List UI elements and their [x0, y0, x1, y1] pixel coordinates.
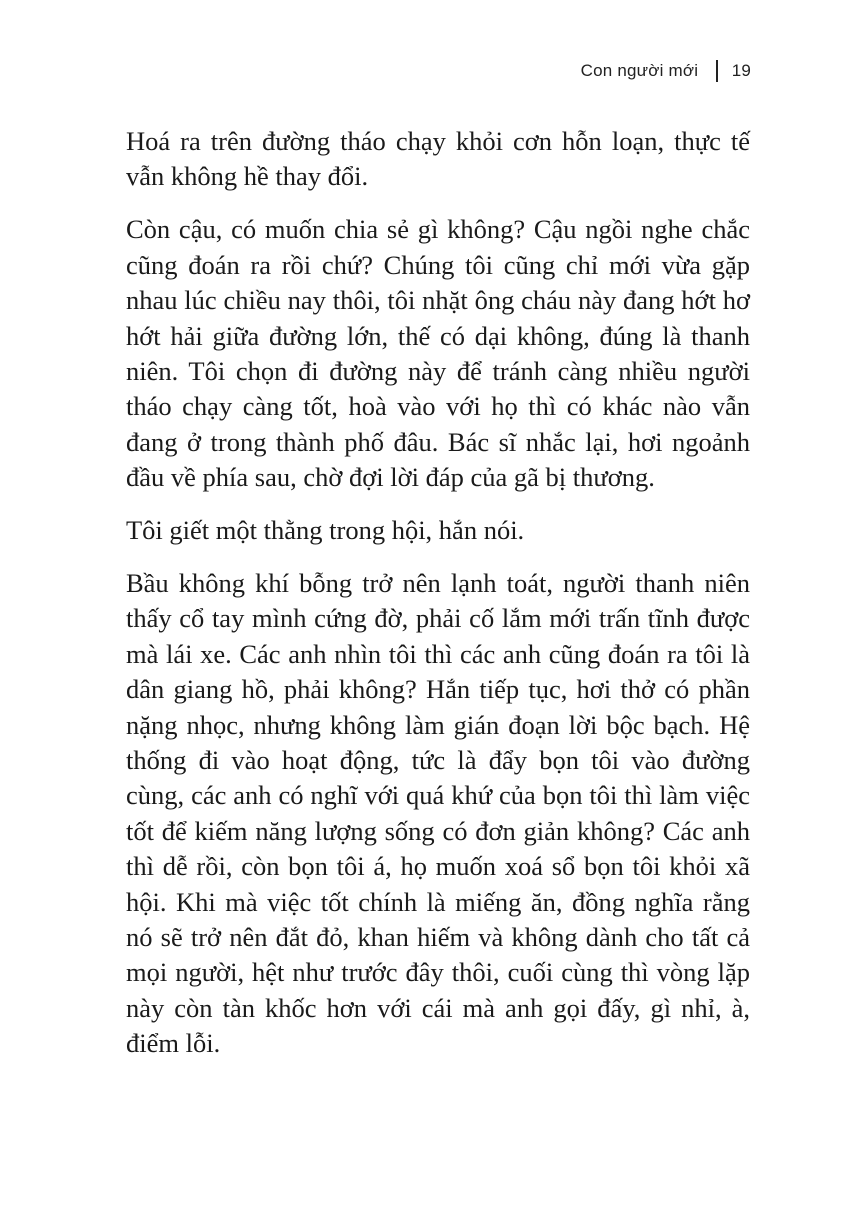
- paragraph-2: Còn cậu, có muốn chia sẻ gì không? Cậu ngồi nghe chắc cũng đoán ra rồi chứ? Chúng tôi cũng chỉ mới vừa gặp nhau lúc chiều nay thôi, tôi nhặt ông cháu này đang hớt hơ hớt hải giữa đường lớn, thế có dại không, đúng là thanh niên. Tôi chọn đi đường này để tránh càng nhiều người tháo chạy càng tốt, hoà vào với họ thì có khác nào vẫn đang ở trong thành phố đâu. Bác sĩ nhắc lại, hơi ngoảnh đầu về phía sau, chờ đợi lời đáp của gã bị thương.: [126, 214, 750, 493]
- paragraph-1: Hoá ra trên đường tháo chạy khỏi cơn hỗn loạn, thực tế vẫn không hề thay đổi.: [126, 126, 750, 192]
- running-header: [581, 60, 751, 82]
- paragraph-3: Tôi giết một thằng trong hội, hắn nói.: [126, 515, 525, 546]
- page-number: 19: [731, 61, 751, 80]
- header-separator: [716, 60, 718, 82]
- page-body: [126, 124, 750, 1079]
- paragraph-4: Bầu không khí bỗng trở nên lạnh toát, người thanh niên thấy cổ tay mình cứng đờ, phải cố lắm mới trấn tĩnh được mà lái xe. Các anh nhìn tôi thì các anh cũng đoán ra tôi là dân giang hồ, phải không? Hắn tiếp tục, hơi thở có phần nặng nhọc, nhưng không làm gián đoạn lời bộc bạch. Hệ thống đi vào hoạt động, tức là đẩy bọn tôi vào đường cùng, các anh có nghĩ với quá khứ của bọn tôi thì làm việc tốt để kiếm năng lượng sống có đơn giản không? Các anh thì dễ rồi, còn bọn tôi á, họ muốn xoá sổ bọn tôi khỏi xã hội. Khi mà việc tốt chính là miếng ăn, đồng nghĩa rằng nó sẽ trở nên đắt đỏ, khan hiếm và không dành cho tất cả mọi người, hệt như trước đây thôi, cuối cùng thì vòng lặp này còn tàn khốc hơn với cái mà anh gọi đấy, gì nhỉ, à, điểm lỗi.: [126, 567, 750, 1059]
- running-title: Con người mới: [580, 61, 699, 80]
